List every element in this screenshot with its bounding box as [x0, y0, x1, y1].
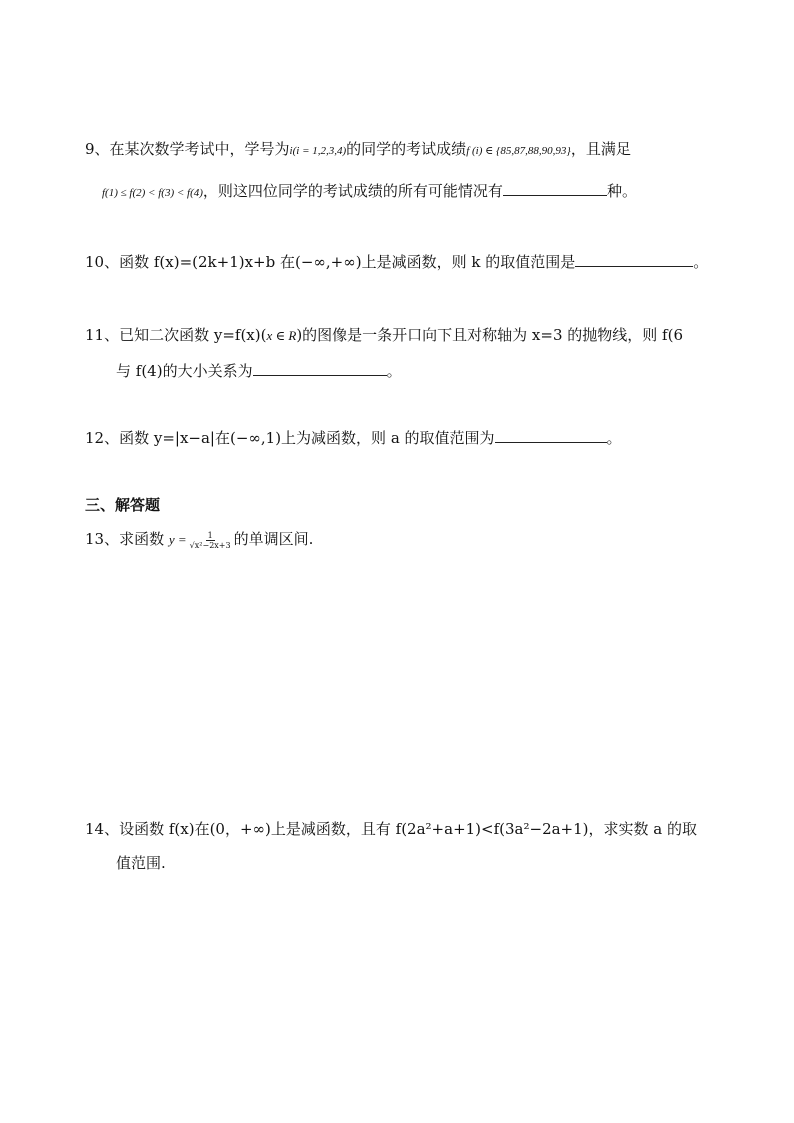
q9-math-score-set: f (i) ∈ {85,87,88,90,93}	[466, 145, 571, 157]
q13-text-b: 的单调区间.	[233, 530, 314, 548]
q11-math-domain: x ∈ R	[266, 328, 297, 343]
q9-answer-blank[interactable]	[503, 180, 607, 196]
question-11-line1	[85, 324, 683, 347]
q9-text-end: 种。	[606, 182, 637, 200]
q11-text-c: 与 f(4)的大小关系为	[116, 362, 253, 380]
q13-fraction-denominator: √x²−2x+3	[189, 540, 231, 550]
q9-math-student-index: i(i = 1,2,3,4)	[289, 145, 347, 157]
q10-text: 10、函数 f(x)=(2k+1)x+b 在(−∞,+∞)上是减函数，则 k 的取值范围是	[85, 253, 576, 271]
q14-text-a: 14、设函数 f(x)在(0，+∞)上是减函数，且有 f(2a²+a+1)<f(3a²−2a+1)，求实数 a 的取	[85, 820, 697, 838]
q11-text-end: 。	[386, 362, 402, 380]
q11-text-a: 11、已知二次函数 y=f(x)(	[85, 326, 267, 344]
q11-answer-blank[interactable]	[253, 360, 387, 376]
q9-text-c: ，且满足	[570, 140, 631, 158]
q10-text-end: 。	[693, 253, 709, 271]
question-14-line2	[116, 852, 166, 874]
question-10	[85, 251, 708, 273]
q9-text-a: 9、在某次数学考试中，学号为	[85, 140, 290, 158]
section-3-heading: 三、解答题	[85, 496, 161, 514]
q9-text-b: 的同学的考试成绩	[346, 140, 467, 158]
question-9-line1	[85, 138, 631, 162]
q13-fraction	[189, 531, 232, 550]
q14-text-b: 值范围.	[116, 854, 166, 872]
question-12	[85, 427, 622, 449]
q13-math-y: y =	[168, 532, 187, 547]
q10-answer-blank[interactable]	[575, 251, 693, 267]
q9-math-inequality: f(1) ≤ f(2) < f(3) < f(4)	[102, 187, 203, 199]
q13-fraction-numerator: 1	[207, 530, 213, 540]
q9-text-d: ，则这四位同学的考试成绩的所有可能情况有	[202, 182, 503, 200]
question-11-line2	[116, 360, 402, 382]
q12-answer-blank[interactable]	[495, 427, 607, 443]
q12-text: 12、函数 y=|x−a|在(−∞,1)上为减函数，则 a 的取值范围为	[85, 429, 495, 447]
q11-text-b: )的图像是一条开口向下且对称轴为 x=3 的抛物线，则 f(6	[296, 326, 683, 344]
question-14-line1	[85, 818, 697, 840]
question-9-line2	[102, 180, 637, 204]
q13-text-a: 13、求函数	[85, 530, 165, 548]
question-13	[85, 528, 313, 551]
q12-text-end: 。	[606, 429, 622, 447]
